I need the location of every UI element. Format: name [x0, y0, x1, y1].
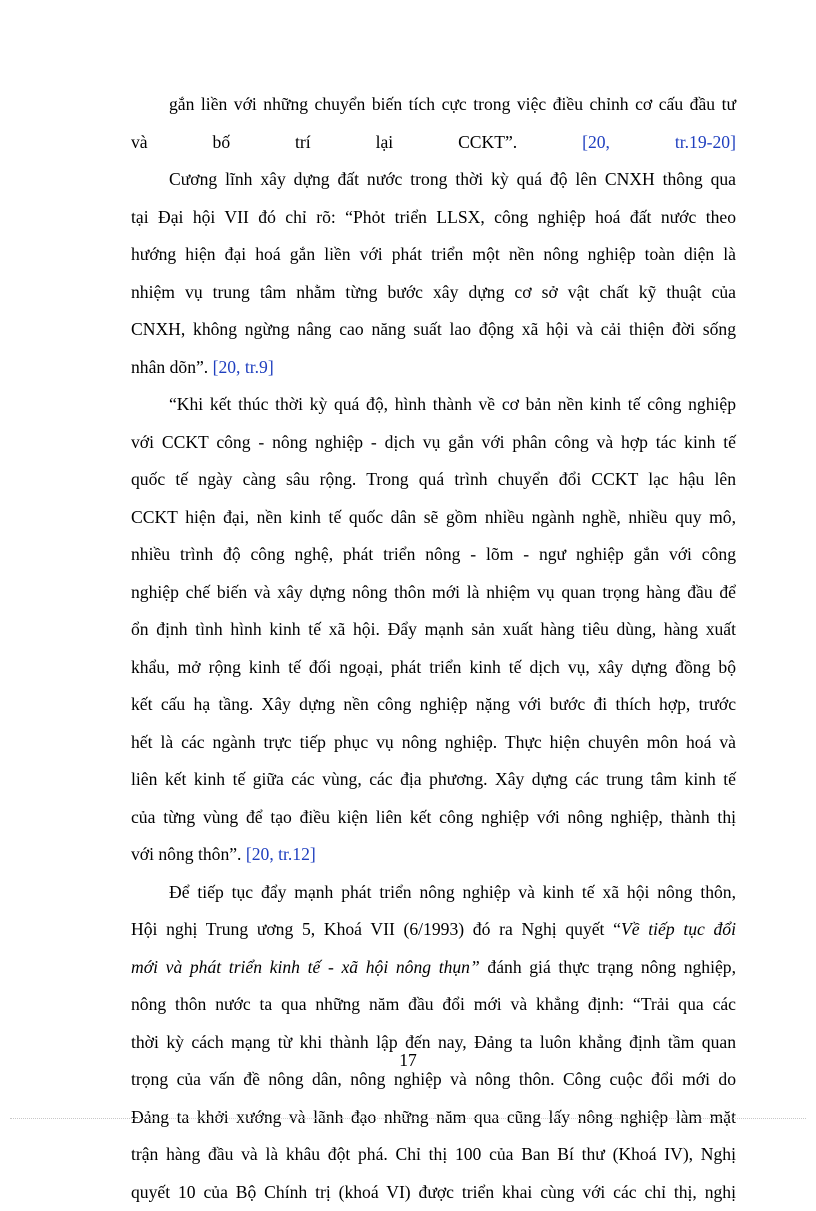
- text-content: Để tiếp tục đẩy mạnh phát triển nông nghiệp và kinh tế xã hội nông thôn,: [169, 882, 736, 902]
- text-line: [131, 574, 736, 612]
- text-content: khẩu, mở rộng kinh tế đối ngoại, phát triển kinh tế dịch vụ, xây dựng đồng bộ: [131, 657, 736, 677]
- citation-reference: [20, tr.9]: [208, 357, 273, 377]
- text-line: [131, 949, 736, 987]
- text-content: Đảng ta khởi xướng và lãnh đạo những năm qua cũng lấy nông nghiệp làm mặt: [131, 1107, 736, 1127]
- text-line: [131, 611, 736, 649]
- text-line: [131, 499, 736, 537]
- text-content: CCKT hiện đại, nền kinh tế quốc dân sẽ gồm nhiều ngành nghề, nhiều quy mô,: [131, 507, 736, 527]
- citation-reference: [20, tr.12]: [241, 844, 315, 864]
- text-content: trọng của vấn đề nông dân, nông nghiệp và nông thôn. Công cuộc đổi mới do: [131, 1069, 736, 1089]
- text-line: [131, 236, 736, 274]
- text-line: [131, 1136, 736, 1174]
- text-content: hướng hiện đại hoá gắn liền với phát triển một nền nông nghiệp toàn diện là: [131, 244, 736, 264]
- text-content: nhân dõn”.: [131, 357, 208, 377]
- text-content: CNXH, không ngừng nâng cao năng suất lao động xã hội và cải thiện đời sống: [131, 319, 736, 339]
- text-word: CCKT”.: [458, 124, 517, 162]
- text-line: [131, 649, 736, 687]
- text-line: [131, 724, 736, 762]
- text-content: quốc tế ngày càng sâu rộng. Trong quá trình chuyển đổi CCKT lạc hậu lên: [131, 469, 736, 489]
- text-content: với nông thôn”.: [131, 844, 241, 864]
- text-line: [131, 349, 736, 387]
- text-word: trí: [295, 124, 311, 162]
- text-line: [131, 311, 736, 349]
- text-word: [20,: [582, 124, 610, 162]
- text-content: với CCKT công - nông nghiệp - dịch vụ gắn với phân công và hợp tác kinh tế: [131, 432, 736, 452]
- text-content: thời kỳ cách mạng từ khi thành lập đến nay, Đảng ta luôn khẳng định tầm quan: [131, 1032, 736, 1052]
- text-content: quyết 10 của Bộ Chính trị (khoá VI) được triển khai cùng với các chỉ thị, nghị: [131, 1182, 736, 1202]
- text-line: [131, 874, 736, 912]
- text-line: [131, 536, 736, 574]
- text-line: [131, 761, 736, 799]
- text-line: [131, 686, 736, 724]
- text-content: nhiệm vụ trung tâm nhằm từng bước xây dựng cơ sở vật chất kỹ thuật của: [131, 282, 736, 302]
- text-content: nông thôn nước ta qua những năm đầu đổi mới và khẳng định: “Trải qua các: [131, 994, 736, 1014]
- text-content: đánh giá thực trạng nông nghiệp,: [480, 957, 736, 977]
- text-content: nghiệp chế biến và xây dựng nông thôn mới là nhiệm vụ quan trọng hàng đầu để: [131, 582, 736, 602]
- page-bottom-divider: [10, 1118, 806, 1119]
- text-content: trận hàng đầu và là khâu đột phá. Chỉ thị 100 của Ban Bí thư (Khoá IV), Nghị: [131, 1144, 736, 1164]
- text-content: Cương lĩnh xây dựng đất nước trong thời kỳ quá độ lên CNXH thông qua: [169, 169, 736, 189]
- text-line: [131, 986, 736, 1024]
- page-number: 17: [0, 1050, 816, 1071]
- text-line: [131, 161, 736, 199]
- text-word: bố: [213, 124, 231, 162]
- text-line: [131, 86, 736, 124]
- text-content: nhiều trình độ công nghệ, phát triển nông - lõm - ngư nghiệp gắn với công: [131, 544, 736, 564]
- text-content: “Khi kết thúc thời kỳ quá độ, hình thành về cơ bản nền kinh tế công nghiệp: [169, 394, 736, 414]
- text-word: và: [131, 124, 148, 162]
- text-word: lại: [376, 124, 394, 162]
- text-line: [131, 911, 736, 949]
- text-content: hết là các ngành trực tiếp phục vụ nông nghiệp. Thực hiện chuyên môn hoá và: [131, 732, 736, 752]
- text-line: [131, 1174, 736, 1211]
- document-body: [131, 86, 736, 1211]
- text-content: Hội nghị Trung ương 5, Khoá VII (6/1993) đó ra Nghị quyết “: [131, 919, 621, 939]
- italic-title: Về tiếp tục đổi: [621, 919, 736, 939]
- text-line: [131, 274, 736, 312]
- text-content: tại Đại hội VII đó chỉ rõ: “Phỏt triển LLSX, công nghiệp hoá đất nước theo: [131, 207, 736, 227]
- text-line: [131, 424, 736, 462]
- text-line: [131, 386, 736, 424]
- text-line: [131, 461, 736, 499]
- text-content: của từng vùng để tạo điều kiện liên kết công nghiệp với nông nghiệp, thành thị: [131, 807, 736, 827]
- text-line: [131, 124, 736, 162]
- text-line: [131, 836, 736, 874]
- text-content: kết cấu hạ tầng. Xây dựng nền công nghiệp nặng với bước đi thích hợp, trước: [131, 694, 736, 714]
- text-content: liên kết kinh tế giữa các vùng, các địa phương. Xây dựng các trung tâm kinh tế: [131, 769, 736, 789]
- text-line: [131, 199, 736, 237]
- text-content: gắn liền với những chuyển biến tích cực trong việc điều chỉnh cơ cấu đầu tư: [169, 94, 736, 114]
- italic-title: mới và phát triển kinh tế - xã hội nông thụn”: [131, 957, 480, 977]
- text-word: tr.19-20]: [675, 124, 736, 162]
- text-line: [131, 799, 736, 837]
- text-content: ổn định tình hình kinh tế xã hội. Đẩy mạnh sản xuất hàng tiêu dùng, hàng xuất: [131, 619, 736, 639]
